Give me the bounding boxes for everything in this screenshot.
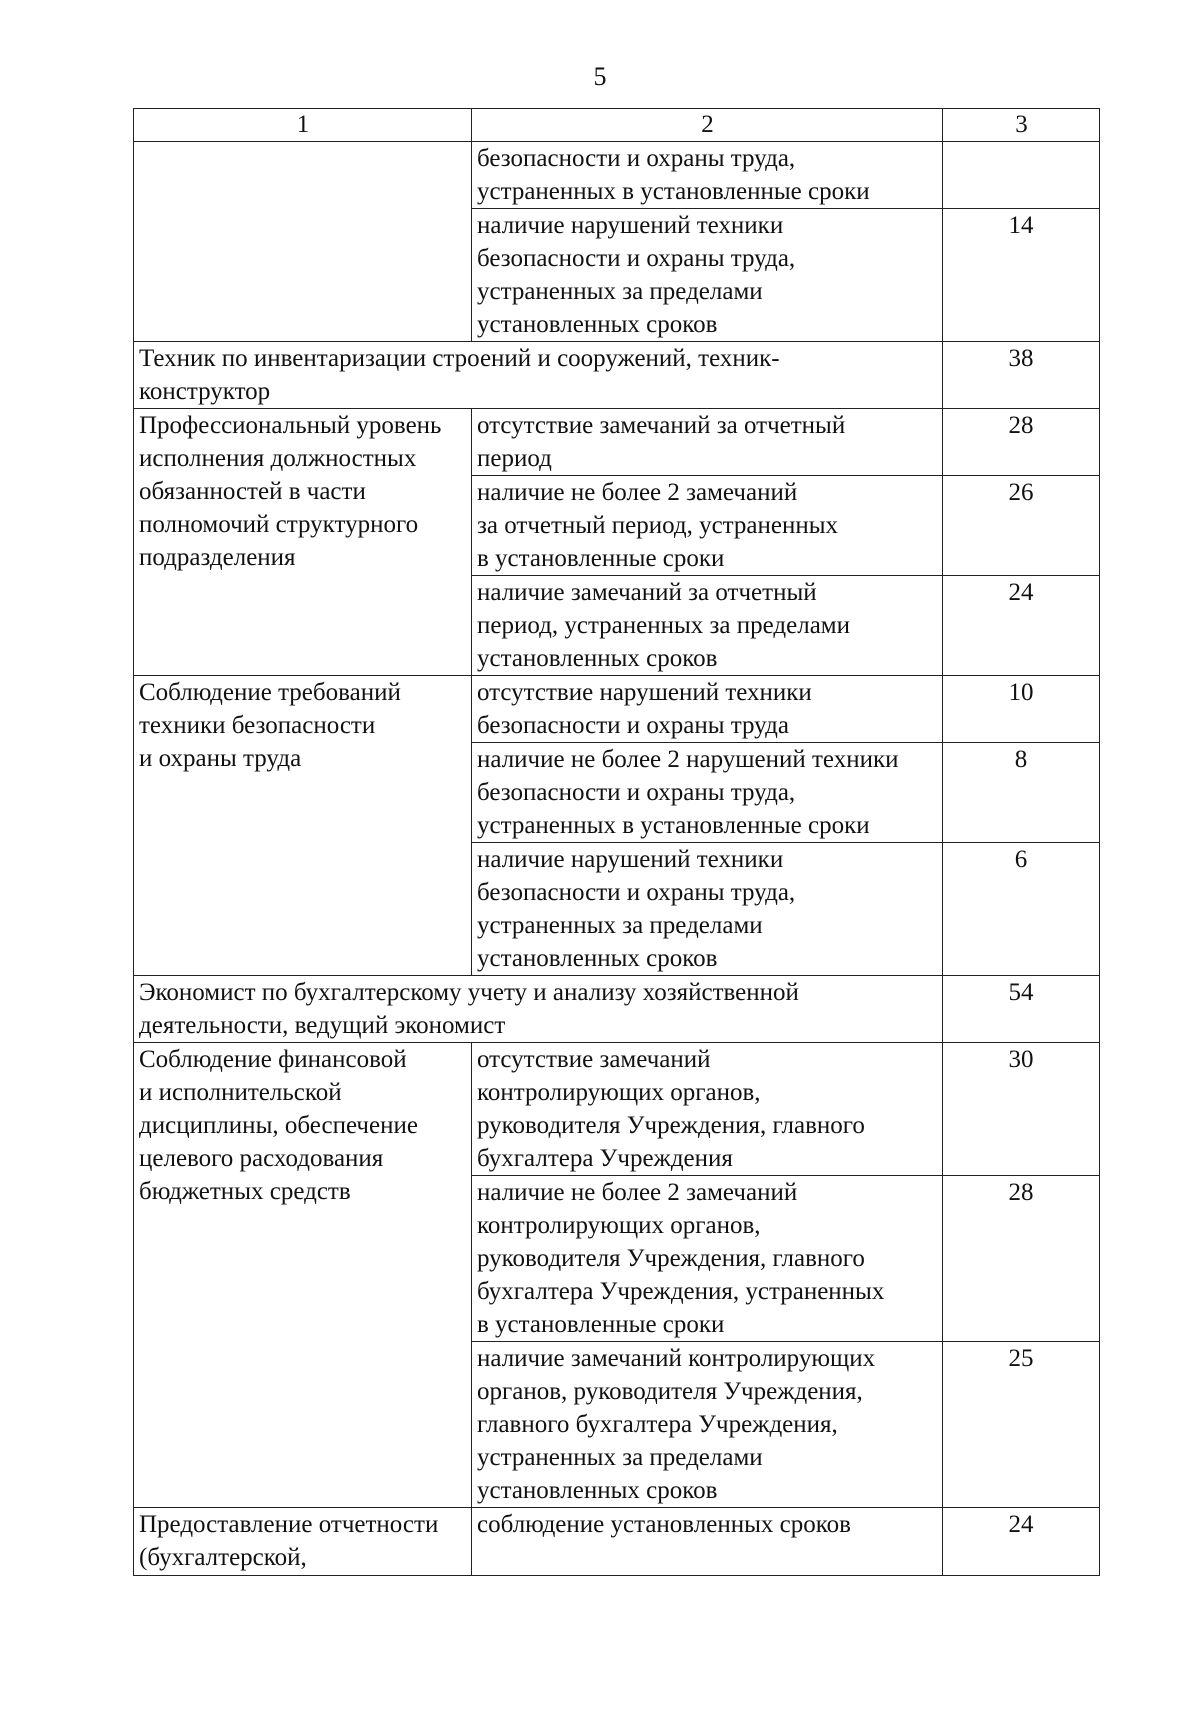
table-row xyxy=(134,676,1100,743)
column-number-3: 3 xyxy=(943,109,1100,142)
position-row xyxy=(134,976,1100,1043)
table-row xyxy=(134,1043,1100,1176)
score-cell: 26 xyxy=(943,476,1100,576)
table-header-row xyxy=(134,109,1100,142)
score-cell: 24 xyxy=(943,576,1100,676)
score-cell: 8 xyxy=(943,743,1100,843)
position-title: Техник по инвентаризации строений и сооружений, техник- конструктор xyxy=(134,342,943,409)
criterion-cell: Соблюдение требований техники безопасности и охраны труда xyxy=(134,676,472,976)
position-row xyxy=(134,342,1100,409)
table-row xyxy=(134,1508,1100,1576)
condition-cell: наличие нарушений техники безопасности и охраны труда, устраненных за пределами установленных сроков xyxy=(472,209,943,342)
criterion-cell: Соблюдение финансовой и исполнительской дисциплины, обеспечение целевого расходования бюджетных средств xyxy=(134,1043,472,1508)
condition-cell: соблюдение установленных сроков xyxy=(472,1508,943,1576)
condition-cell: отсутствие замечаний контролирующих органов, руководителя Учреждения, главного бухгалтера Учреждения xyxy=(472,1043,943,1176)
score-cell: 28 xyxy=(943,409,1100,476)
criteria-table xyxy=(133,108,1100,1576)
table-row xyxy=(134,409,1100,476)
condition-cell: отсутствие нарушений техники безопасности и охраны труда xyxy=(472,676,943,743)
criterion-cell: Предоставление отчетности (бухгалтерской, xyxy=(134,1508,472,1576)
criterion-cell-empty xyxy=(134,142,472,342)
condition-cell: наличие не более 2 замечаний за отчетный период, устраненных в установленные сроки xyxy=(472,476,943,576)
position-title: Экономист по бухгалтерскому учету и анализу хозяйственной деятельности, ведущий экономист xyxy=(134,976,943,1043)
condition-cell: наличие нарушений техники безопасности и охраны труда, устраненных за пределами установленных сроков xyxy=(472,843,943,976)
condition-cell: наличие не более 2 замечаний контролирующих органов, руководителя Учреждения, главного бухгалтера Учреждения, устраненных в установленные сроки xyxy=(472,1176,943,1342)
score-cell xyxy=(943,142,1100,209)
score-cell: 24 xyxy=(943,1508,1100,1576)
position-total-score: 54 xyxy=(943,976,1100,1043)
score-cell: 10 xyxy=(943,676,1100,743)
score-cell: 25 xyxy=(943,1342,1100,1508)
condition-cell: наличие замечаний контролирующих органов, руководителя Учреждения, главного бухгалтера Учреждения, устраненных за пределами установленных сроков xyxy=(472,1342,943,1508)
score-cell: 6 xyxy=(943,843,1100,976)
criterion-cell: Профессиональный уровень исполнения должностных обязанностей в части полномочий структурного подразделения xyxy=(134,409,472,676)
condition-cell: отсутствие замечаний за отчетный период xyxy=(472,409,943,476)
page-number: 5 xyxy=(593,62,607,91)
column-number-1: 1 xyxy=(134,109,472,142)
condition-cell: безопасности и охраны труда, устраненных в установленные сроки xyxy=(472,142,943,209)
condition-cell: наличие замечаний за отчетный период, устраненных за пределами установленных сроков xyxy=(472,576,943,676)
table-row xyxy=(134,142,1100,209)
condition-cell: наличие не более 2 нарушений техники безопасности и охраны труда, устраненных в установленные сроки xyxy=(472,743,943,843)
column-number-2: 2 xyxy=(472,109,943,142)
score-cell: 30 xyxy=(943,1043,1100,1176)
position-total-score: 38 xyxy=(943,342,1100,409)
score-cell: 14 xyxy=(943,209,1100,342)
score-cell: 28 xyxy=(943,1176,1100,1342)
